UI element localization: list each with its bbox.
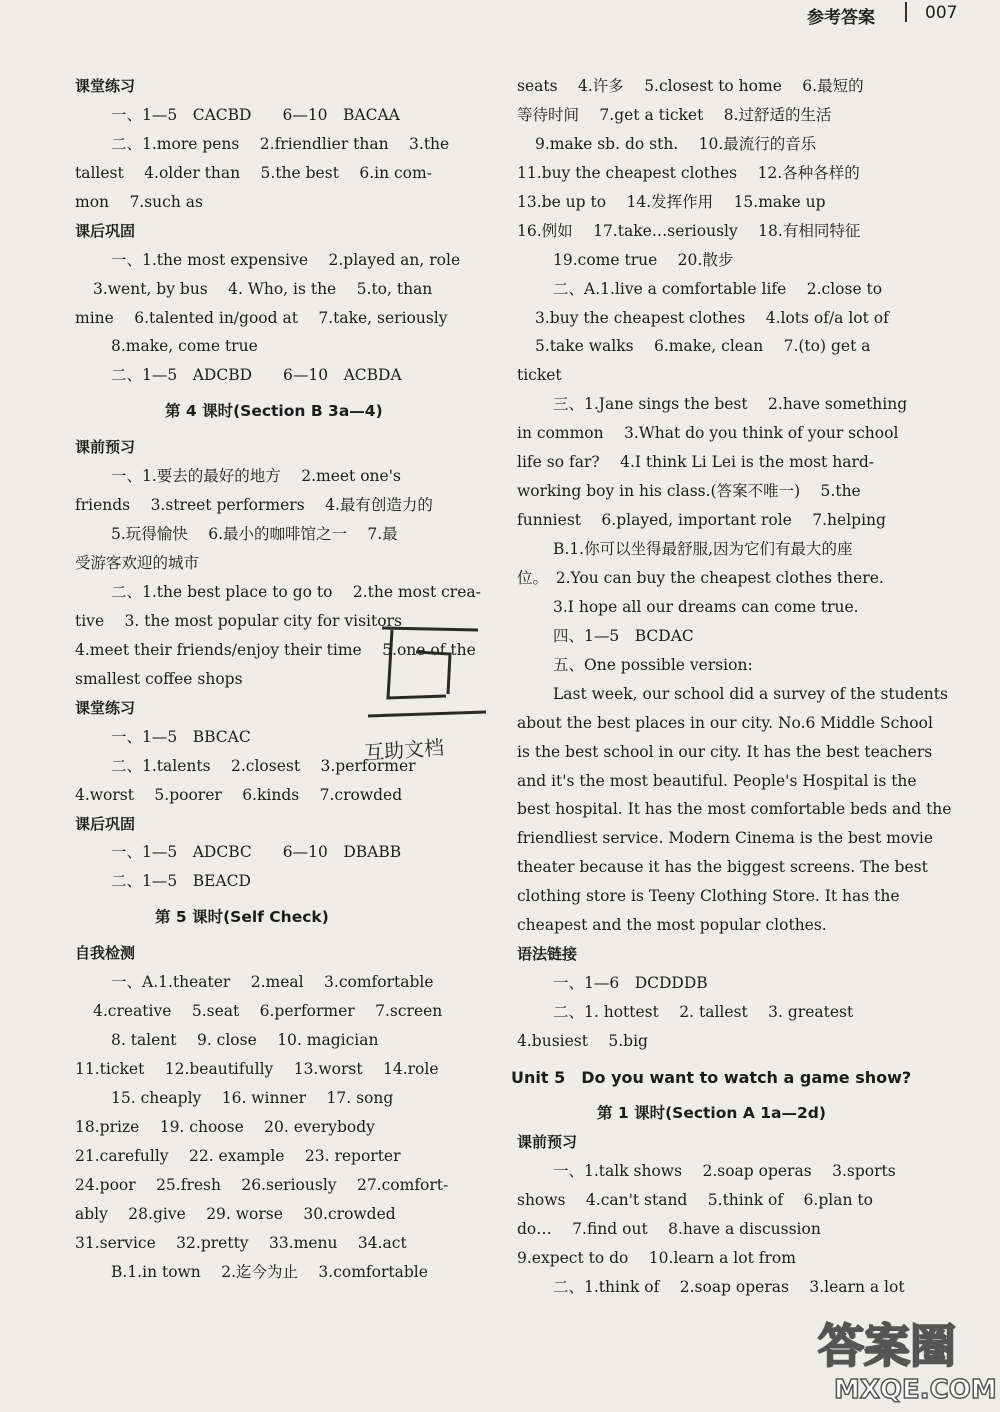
text-line: 二、1.more pens 2.friendlier than 3.the <box>111 134 450 153</box>
text-line: 受游客欢迎的城市 <box>75 554 200 573</box>
text-line: 5.take walks 6.make, clean 7.(to) get a <box>535 337 871 356</box>
text-line: tallest 4.older than 5.the best 6.in com- <box>75 163 432 182</box>
watermark-subtext: MXQE.COM <box>834 1375 997 1405</box>
text-line: 一、1—6 DCDDDB <box>553 974 708 993</box>
text-line: friends 3.street performers 4.最有创造力的 <box>75 496 433 515</box>
text-line: 二、1. hottest 2. tallest 3. greatest <box>553 1003 854 1021</box>
text-line: 5.玩得愉快 6.最小的咖啡馆之一 7.最 <box>111 525 398 544</box>
text-line: 4.meet their friends/enjoy their time 5.one of the <box>75 640 476 659</box>
text-line: 课堂练习 <box>75 698 136 717</box>
text-line: 课前预习 <box>517 1132 578 1151</box>
text-line: 31.service 32.pretty 33.menu 34.act <box>75 1233 407 1252</box>
text-line: is the best school in our city. It has the best teachers <box>517 742 933 761</box>
text-line: 3.I hope all our dreams can come true. <box>553 597 859 616</box>
text-line: 第 5 课时(Self Check) <box>155 908 329 927</box>
text-line: friendliest service. Modern Cinema is the best movie <box>517 829 934 848</box>
text-line: tive 3. the most popular city for visitors <box>75 611 402 630</box>
text-line: 课后巩固 <box>75 221 136 240</box>
text-line: funniest 6.played, important role 7.helping <box>517 511 886 530</box>
text-line: 二、1—5 ADCBD 6—10 ACBDA <box>111 366 402 385</box>
text-line: 11.ticket 12.beautifully 13.worst 14.role <box>75 1060 439 1079</box>
text-line: 课堂练习 <box>75 77 136 95</box>
text-line: Last week, our school did a survey of the students <box>553 684 948 703</box>
text-line: 15. cheaply 16. winner 17. song <box>111 1089 394 1107</box>
header-title: 参考答案 <box>807 8 875 28</box>
text-line: 3.went, by bus 4. Who, is the 5.to, than <box>93 279 433 298</box>
stamp-glyph-icon <box>362 622 492 737</box>
watermark-text: 答案圈 <box>818 1319 956 1373</box>
text-line: mon 7.such as <box>75 192 203 211</box>
text-line: theater because it has the biggest screens. The best <box>517 858 928 877</box>
text-line: 二、1.talents 2.closest 3.performer <box>111 756 416 775</box>
text-line: 二、1.think of 2.soap operas 3.learn a lot <box>553 1277 905 1296</box>
text-line: 三、1.Jane sings the best 2.have something <box>553 395 908 414</box>
text-line: smallest coffee shops <box>75 669 243 688</box>
text-line: clothing store is Teeny Clothing Store. It has the <box>517 887 900 906</box>
page-header <box>0 0 1000 30</box>
stamp-mark <box>362 622 492 765</box>
text-line: 16.例如 17.take…seriously 18.有相同特征 <box>517 221 861 240</box>
text-line: 一、1.the most expensive 2.played an, role <box>111 250 461 269</box>
text-line: seats 4.许多 5.closest to home 6.最短的 <box>517 77 864 95</box>
header-divider <box>905 2 907 22</box>
text-line: 自我检测 <box>75 944 136 963</box>
text-line: 第 1 课时(Section A 1a—2d) <box>597 1103 826 1122</box>
text-line: in common 3.What do you think of your school <box>517 424 899 443</box>
text-line: 24.poor 25.fresh 26.seriously 27.comfort- <box>75 1175 449 1194</box>
text-line: 五、One possible version: <box>553 655 753 674</box>
text-line: 课前预习 <box>75 438 136 457</box>
text-line: 8. talent 9. close 10. magician <box>111 1031 379 1050</box>
text-line: 一、1.要去的最好的地方 2.meet one's <box>111 467 401 486</box>
text-line: 二、1—5 BEACD <box>111 872 251 891</box>
text-line: cheapest and the most popular clothes. <box>517 916 827 935</box>
text-line: 19.come true 20.散步 <box>553 250 734 269</box>
text-line: 一、1—5 ADCBC 6—10 DBABB <box>111 843 402 862</box>
text-line: 一、1.talk shows 2.soap operas 3.sports <box>553 1161 896 1180</box>
text-line: ticket <box>517 366 562 385</box>
text-line: 8.make, come true <box>111 337 258 356</box>
text-line: 4.worst 5.poorer 6.kinds 7.crowded <box>75 785 403 804</box>
text-line: best hospital. It has the most comfortable beds and the <box>517 800 952 819</box>
text-line: 9.make sb. do sth. 10.最流行的音乐 <box>535 134 817 153</box>
text-line: 一、1—5 CACBD 6—10 BACAA <box>111 105 400 124</box>
text-line: working boy in his class.(答案不唯一) 5.the <box>517 482 861 501</box>
text-line: 9.expect to do 10.learn a lot from <box>517 1248 796 1267</box>
text-line: 课后巩固 <box>75 814 136 833</box>
text-line: 3.buy the cheapest clothes 4.lots of/a lot of <box>535 308 889 327</box>
text-line: 11.buy the cheapest clothes 12.各种各样的 <box>517 163 860 182</box>
text-line: shows 4.can't stand 5.think of 6.plan to <box>517 1190 873 1209</box>
right-column <box>511 72 952 1301</box>
text-line: 一、A.1.theater 2.meal 3.comfortable <box>111 973 434 992</box>
text-line: 18.prize 19. choose 20. everybody <box>75 1117 375 1136</box>
stamp-text: 互助文档 <box>363 735 445 765</box>
text-line: B.1.in town 2.迄今为止 3.comfortable <box>111 1262 428 1281</box>
text-line: 二、1.the best place to go to 2.the most crea- <box>111 583 481 601</box>
text-line: do… 7.find out 8.have a discussion <box>517 1219 821 1238</box>
watermark-logo <box>812 1310 997 1405</box>
page-number: 007 <box>925 3 958 23</box>
text-line: 4.busiest 5.big <box>517 1031 648 1050</box>
text-line: mine 6.talented in/good at 7.take, seriously <box>75 308 448 327</box>
text-line: 4.creative 5.seat 6.performer 7.screen <box>93 1002 443 1021</box>
text-line: 二、A.1.live a comfortable life 2.close to <box>553 279 883 298</box>
text-line: 语法链接 <box>517 945 578 964</box>
text-line: B.1.你可以坐得最舒服,因为它们有最大的座 <box>553 540 853 558</box>
text-line: Unit 5 Do you want to watch a game show? <box>511 1067 912 1087</box>
text-line: 第 4 课时(Section B 3a—4) <box>165 402 383 421</box>
text-line: 一、1—5 BBCAC <box>111 727 251 746</box>
text-line: 等待时间 7.get a ticket 8.过舒适的生活 <box>517 105 832 124</box>
text-line: 13.be up to 14.发挥作用 15.make up <box>517 192 826 211</box>
text-line: and it's the most beautiful. People's Hospital is the <box>517 771 917 790</box>
text-line: ably 28.give 29. worse 30.crowded <box>75 1204 396 1223</box>
text-line: 位。 2.You can buy the cheapest clothes there. <box>517 568 884 587</box>
text-line: life so far? 4.I think Li Lei is the most hard- <box>517 453 875 472</box>
text-line: about the best places in our city. No.6 Middle School <box>517 713 933 732</box>
text-line: 21.carefully 22. example 23. reporter <box>75 1146 401 1165</box>
watermark-icon <box>812 1310 997 1405</box>
text-line: 四、1—5 BCDAC <box>553 626 694 645</box>
